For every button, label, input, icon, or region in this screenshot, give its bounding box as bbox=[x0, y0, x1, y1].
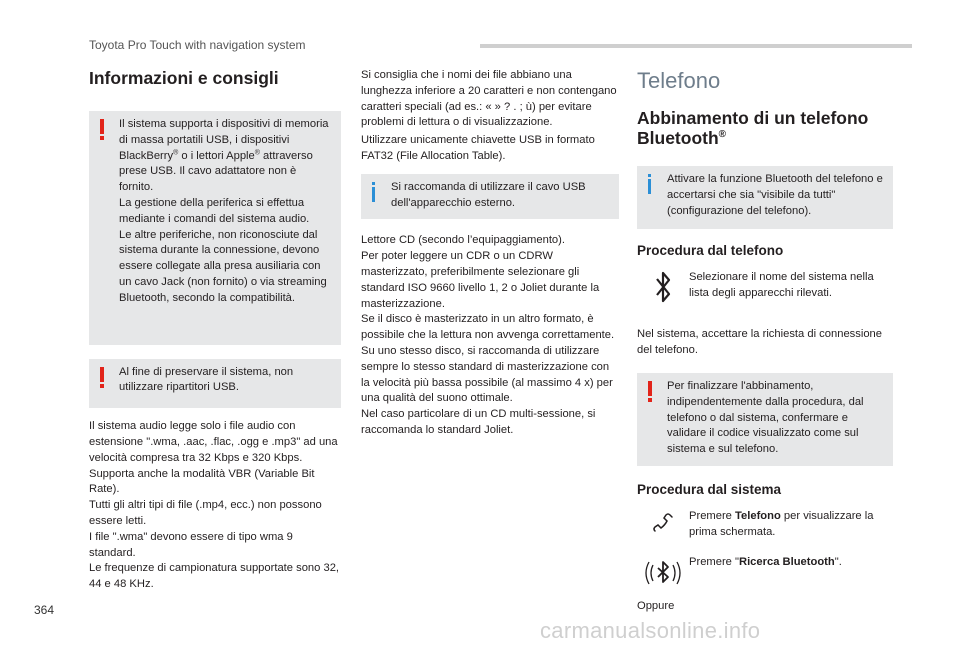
paragraph-line: Supporta anche la modalità VBR (Variable Bit Rate). bbox=[89, 467, 315, 496]
system-step-1 bbox=[637, 509, 893, 541]
section-title-telefono: Telefono bbox=[637, 68, 721, 93]
phone-step bbox=[637, 270, 893, 304]
fat32-advice: Utilizzare unicamente chiavette USB in formato FAT32 (File Allocation Table). bbox=[361, 134, 595, 162]
heading-procedura-sistema: Procedura dal sistema bbox=[637, 481, 782, 497]
info-box-usb-cable bbox=[361, 174, 619, 220]
warning-box-text-3: Le altre periferiche, non riconosciute dal sistema durante la connessione, devono essere collegate alla presa ausiliaria con un cavo Jack (non fornito) o via streaming Bluetooth, secondo la compatibilità. bbox=[119, 228, 327, 304]
column-1 bbox=[89, 68, 341, 593]
info-box-bluetooth bbox=[637, 166, 893, 229]
warning-box-usb bbox=[89, 111, 341, 345]
warning-box-pairing bbox=[637, 373, 893, 466]
info-icon bbox=[647, 174, 653, 196]
warning-icon bbox=[99, 119, 105, 141]
audio-file-paragraph bbox=[89, 419, 341, 593]
system-step-1-text: Premere Telefono per visualizzare la prima schermata. bbox=[689, 509, 874, 538]
paragraph-line: I file ".wma" devono essere di tipo wma 9 standard. bbox=[89, 530, 293, 559]
bluetooth-search-icon bbox=[637, 553, 689, 593]
column-3 bbox=[637, 68, 893, 614]
section-title-informazioni: Informazioni e consigli bbox=[89, 68, 279, 88]
paragraph-line: Il sistema audio legge solo i file audio con estensione ".wma, .aac, .flac, .ogg e .mp3" ad una velocità compresa tra 32 Kbps e 320 Kbps. bbox=[89, 420, 338, 464]
warning-box-ripartitori bbox=[89, 359, 341, 409]
warning-box-text: Per finalizzare l'abbinamento, indipendentemente dalla procedura, dal telefono o dal sistema, confermare e validare il codice visualizzato come sul sistema e sul telefono. bbox=[667, 379, 864, 456]
heading-procedura-telefono: Procedura dal telefono bbox=[637, 243, 784, 259]
watermark: carmanualsonline.info bbox=[540, 618, 761, 643]
paragraph-line: Tutti gli altri tipi di file (.mp4, ecc.) non possono essere letti. bbox=[89, 499, 322, 527]
column-2 bbox=[361, 68, 619, 439]
paragraph-line: Su uno stesso disco, si raccomanda di utilizzare sempre lo stesso standard di masterizzazione con la velocità più bassa possibile (al massimo 4 x) per una qualità del suono ottimale. bbox=[361, 344, 613, 405]
bluetooth-icon bbox=[637, 270, 689, 304]
warning-box-text: Al fine di preservare il sistema, non utilizzare ripartitori USB. bbox=[119, 365, 294, 394]
subtitle-bluetooth-pairing: Abbinamento di un telefono Bluetooth® bbox=[637, 108, 869, 148]
info-icon bbox=[371, 182, 377, 204]
header-rule bbox=[480, 44, 912, 48]
page-number: 364 bbox=[34, 603, 55, 617]
system-step-2 bbox=[637, 553, 893, 593]
paragraph-line: Se il disco è masterizzato in un altro formato, è possibile che la lettura non avvenga correttamente. bbox=[361, 313, 615, 342]
warning-icon bbox=[647, 381, 653, 403]
cd-paragraph bbox=[361, 233, 619, 438]
header-title: Toyota Pro Touch with navigation system bbox=[89, 38, 306, 52]
paragraph-line: Lettore CD (secondo l’equipaggiamento). bbox=[361, 234, 565, 247]
phone-step-text: Selezionare il nome del sistema nella lista degli apparecchi rilevati. bbox=[689, 271, 874, 300]
paragraph-line: Nel caso particolare di un CD multi-sessione, si raccomanda lo standard Joliet. bbox=[361, 408, 596, 436]
warning-icon bbox=[99, 367, 105, 389]
paragraph-line: Per poter leggere un CDR o un CDRW masterizzato, preferibilmente selezionare gli standard ISO 9660 livello 1, 2 o Joliet durante la masterizzazione. bbox=[361, 250, 600, 310]
info-box-text: Attivare la funzione Bluetooth del telefono e accertarsi che sia "visibile da tutti" (configurazione del telefono). bbox=[667, 173, 883, 217]
warning-box-text-2: La gestione della periferica si effettua mediante i comandi del sistema audio. bbox=[119, 196, 310, 225]
paragraph-line: Le frequenze di campionatura supportate sono 32, 44 e 48 KHz. bbox=[89, 562, 340, 591]
info-box-text: Si raccomanda di utilizzare il cavo USB dell'apparecchio esterno. bbox=[391, 180, 586, 209]
filename-advice: Si consiglia che i nomi dei file abbiano una lunghezza inferiore a 20 caratteri e non contengano caratteri speciali (ad es.: « » ? . ; ù) per evitare problemi di lettura o di visualizzazione. bbox=[361, 69, 617, 129]
warning-box-text: Il sistema supporta i dispositivi di memoria di massa portatili USB, i dispositivi BlackBerry® o i lettori Apple® attraverso prese USB. Il cavo adattatore non è fornito. bbox=[119, 118, 329, 194]
phone-after-text: Nel sistema, accettare la richiesta di connessione del telefono. bbox=[637, 328, 882, 357]
system-step-2-text: Premere "Ricerca Bluetooth". bbox=[689, 555, 842, 568]
oppure-text: Oppure bbox=[637, 599, 675, 612]
phone-handset-icon bbox=[637, 509, 689, 539]
